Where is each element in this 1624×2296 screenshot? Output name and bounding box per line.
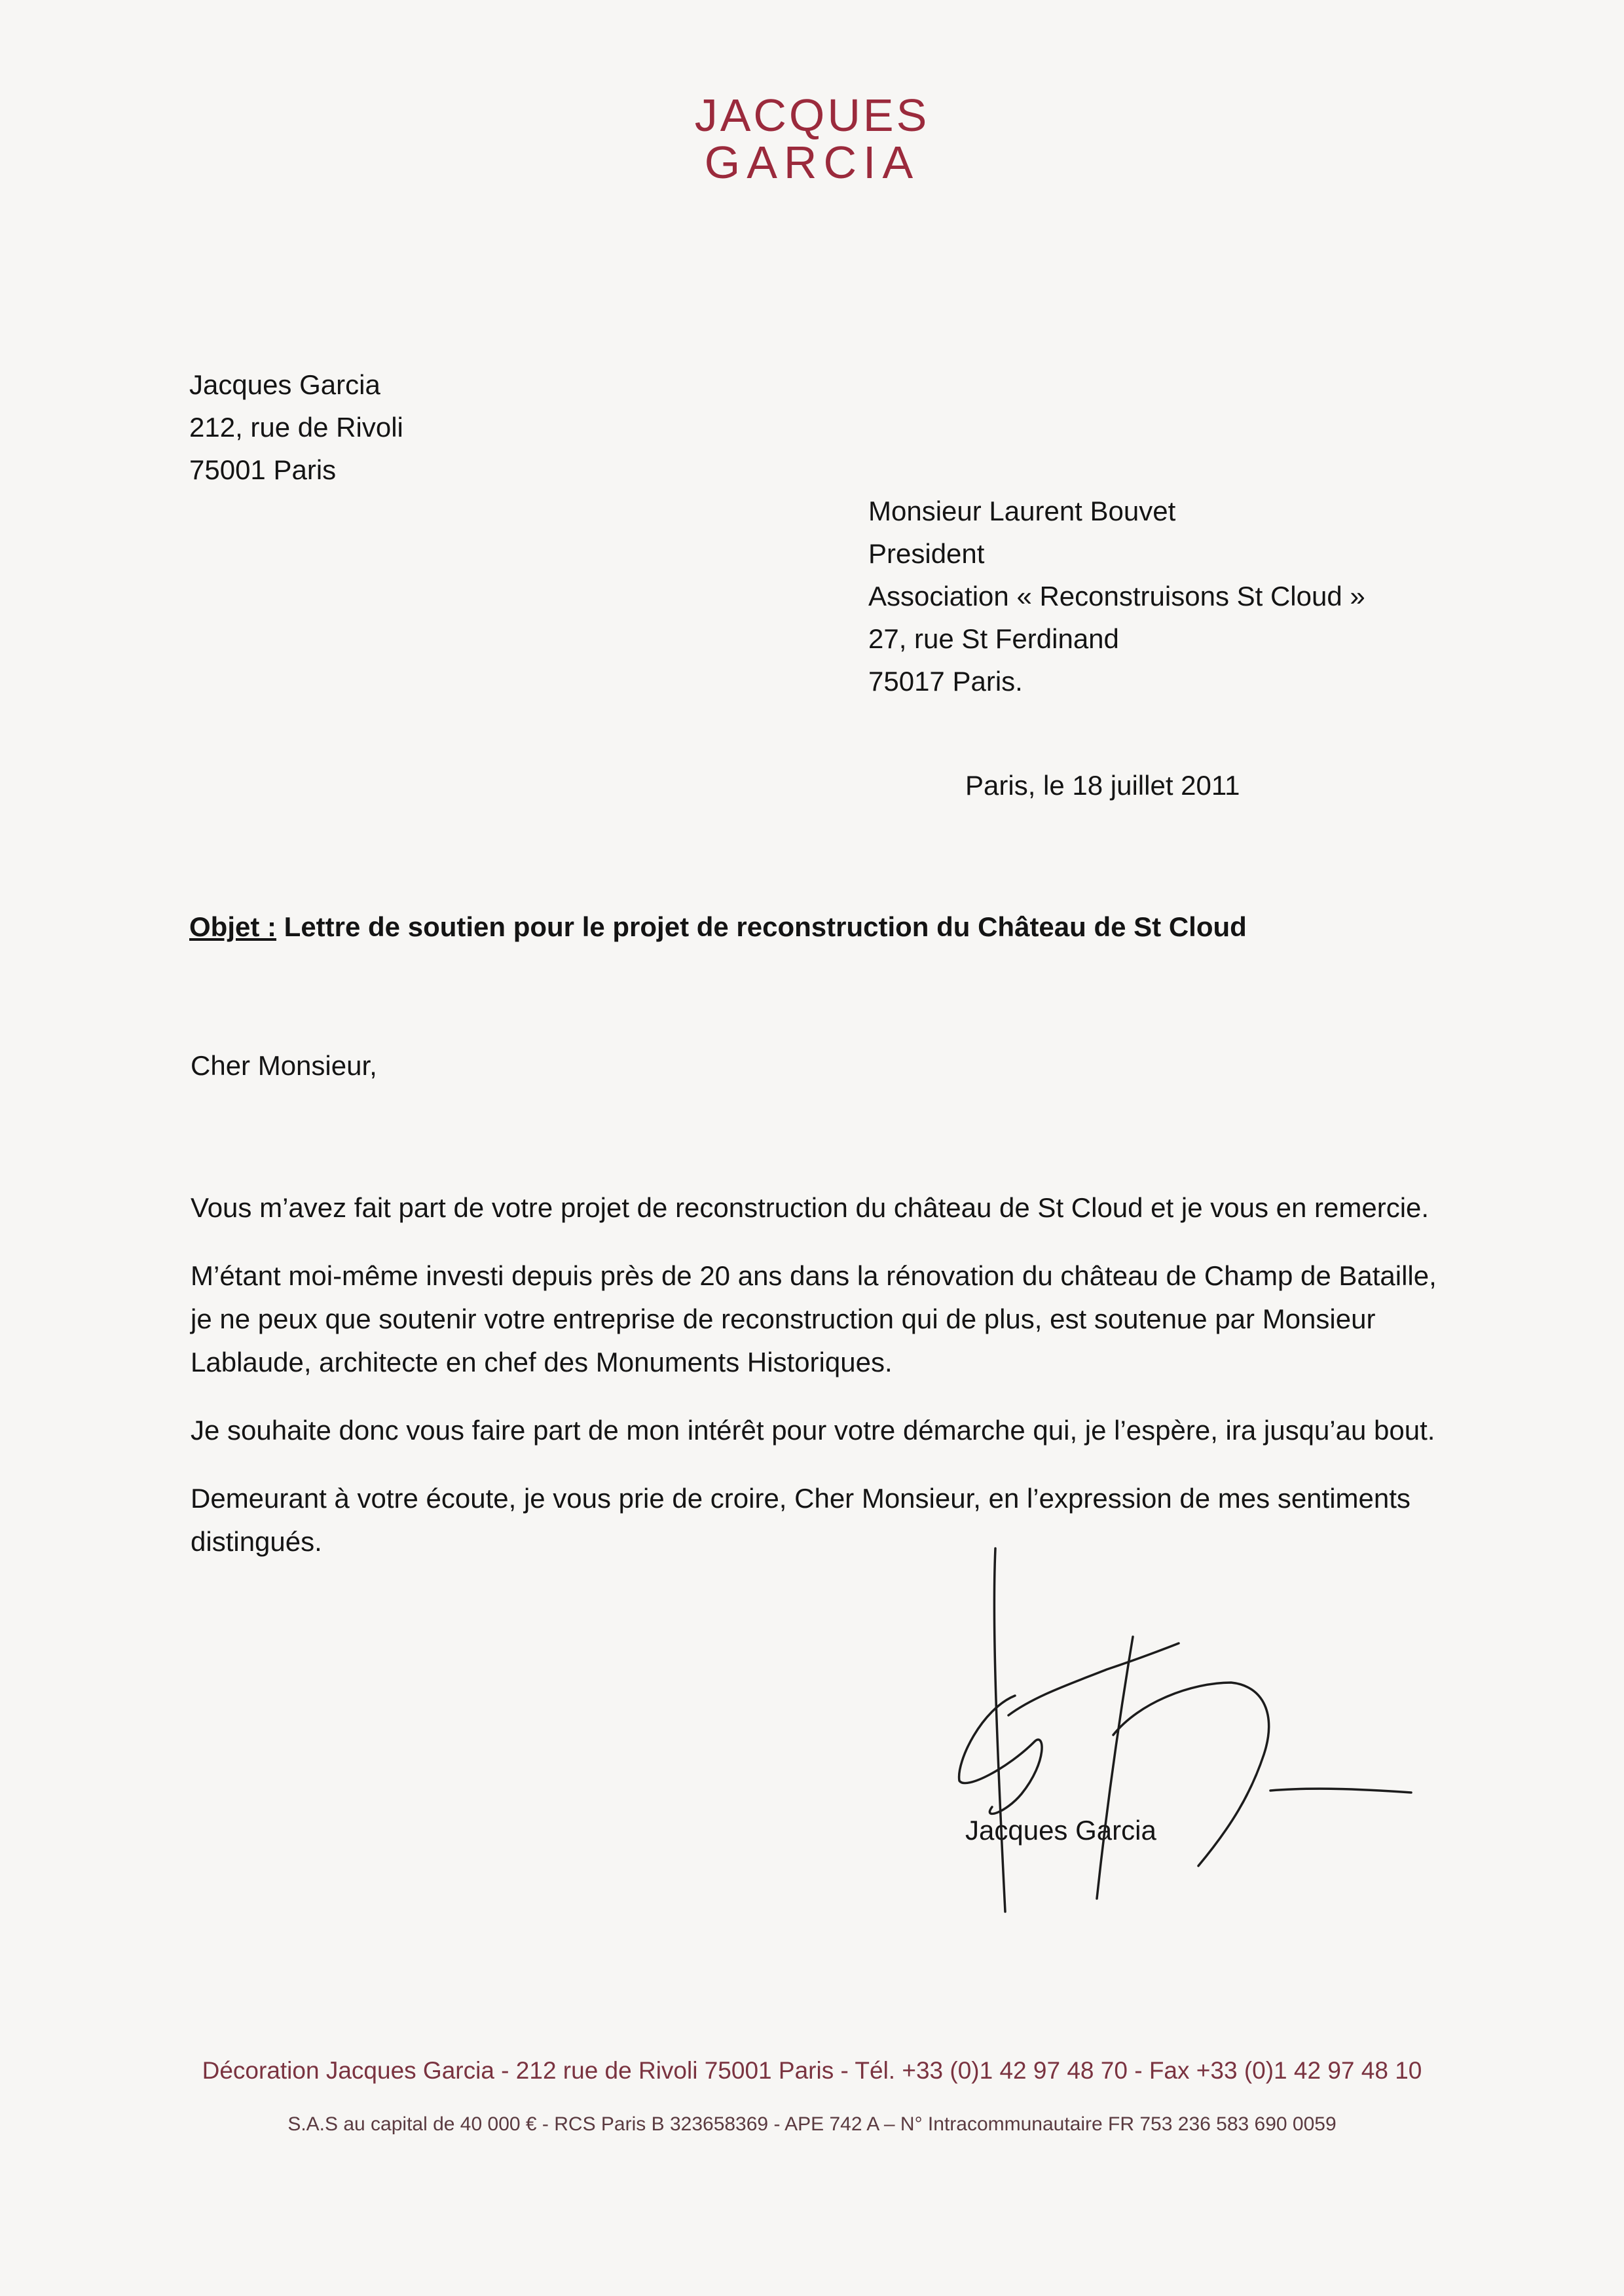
- logo-line-1: JACQUES: [694, 90, 930, 141]
- signature-stroke-5: [1113, 1683, 1269, 1866]
- recipient-address: [868, 490, 1365, 702]
- subject-text: Lettre de soutien pour le projet de reconstruction du Château de St Cloud: [276, 911, 1247, 942]
- subject-label: Objet :: [189, 911, 276, 942]
- sender-city: 75001 Paris: [189, 454, 337, 485]
- body-paragraph-3: Je souhaite donc vous faire part de mon intérêt pour votre démarche qui, je l’espère, ira jusqu’au bout.: [191, 1415, 1435, 1446]
- letter-body: [191, 1186, 1448, 1588]
- signature-stroke-3: [1008, 1643, 1179, 1715]
- body-paragraph-2: M’étant moi-même investi depuis près de 20 ans dans la rénovation du château de Champ de Bataille, je ne peux que soutenir votre entreprise de reconstruction qui de plus, est soutenue par Monsieur Lablaude, architecte en chef des Monuments Historiques.: [191, 1260, 1437, 1377]
- signer-name: Jacques Garcia: [965, 1815, 1156, 1846]
- body-paragraph-1: Vous m’avez fait part de votre projet de reconstruction du château de St Cloud et je vous en remercie.: [191, 1192, 1430, 1223]
- recipient-organization: Association « Reconstruisons St Cloud »: [868, 581, 1365, 611]
- subject-line: [189, 911, 1247, 943]
- logo-line-2: GARCIA: [704, 137, 920, 188]
- signature-stroke-1: [994, 1548, 1005, 1912]
- recipient-city: 75017 Paris.: [868, 666, 1023, 697]
- footer-legal-line: S.A.S au capital de 40 000 € - RCS Paris B 323658369 - APE 742 A – N° Intracommunautaire FR 753 236 583 690 0059: [287, 2113, 1337, 2135]
- signature-stroke-4: [1097, 1637, 1133, 1899]
- body-paragraph-4: Demeurant à votre écoute, je vous prie de croire, Cher Monsieur, en l’expression de mes sentiments distingués.: [191, 1483, 1411, 1557]
- sender-address: [189, 363, 403, 491]
- letterhead-logo: [0, 92, 1624, 186]
- footer-company-line: Décoration Jacques Garcia - 212 rue de Rivoli 75001 Paris - Tél. +33 (0)1 42 97 48 70 - Fax +33 (0)1 42 97 48 10: [202, 2057, 1422, 2084]
- recipient-title: President: [868, 538, 985, 569]
- recipient-name: Monsieur Laurent Bouvet: [868, 496, 1176, 526]
- signature-stroke-6: [1270, 1789, 1411, 1793]
- sender-name: Jacques Garcia: [189, 369, 380, 400]
- letter-date: Paris, le 18 juillet 2011: [965, 770, 1240, 801]
- recipient-street: 27, rue St Ferdinand: [868, 623, 1119, 654]
- sender-street: 212, rue de Rivoli: [189, 412, 403, 443]
- salutation: Cher Monsieur,: [191, 1050, 377, 1081]
- handwritten-signature: [943, 1545, 1428, 1938]
